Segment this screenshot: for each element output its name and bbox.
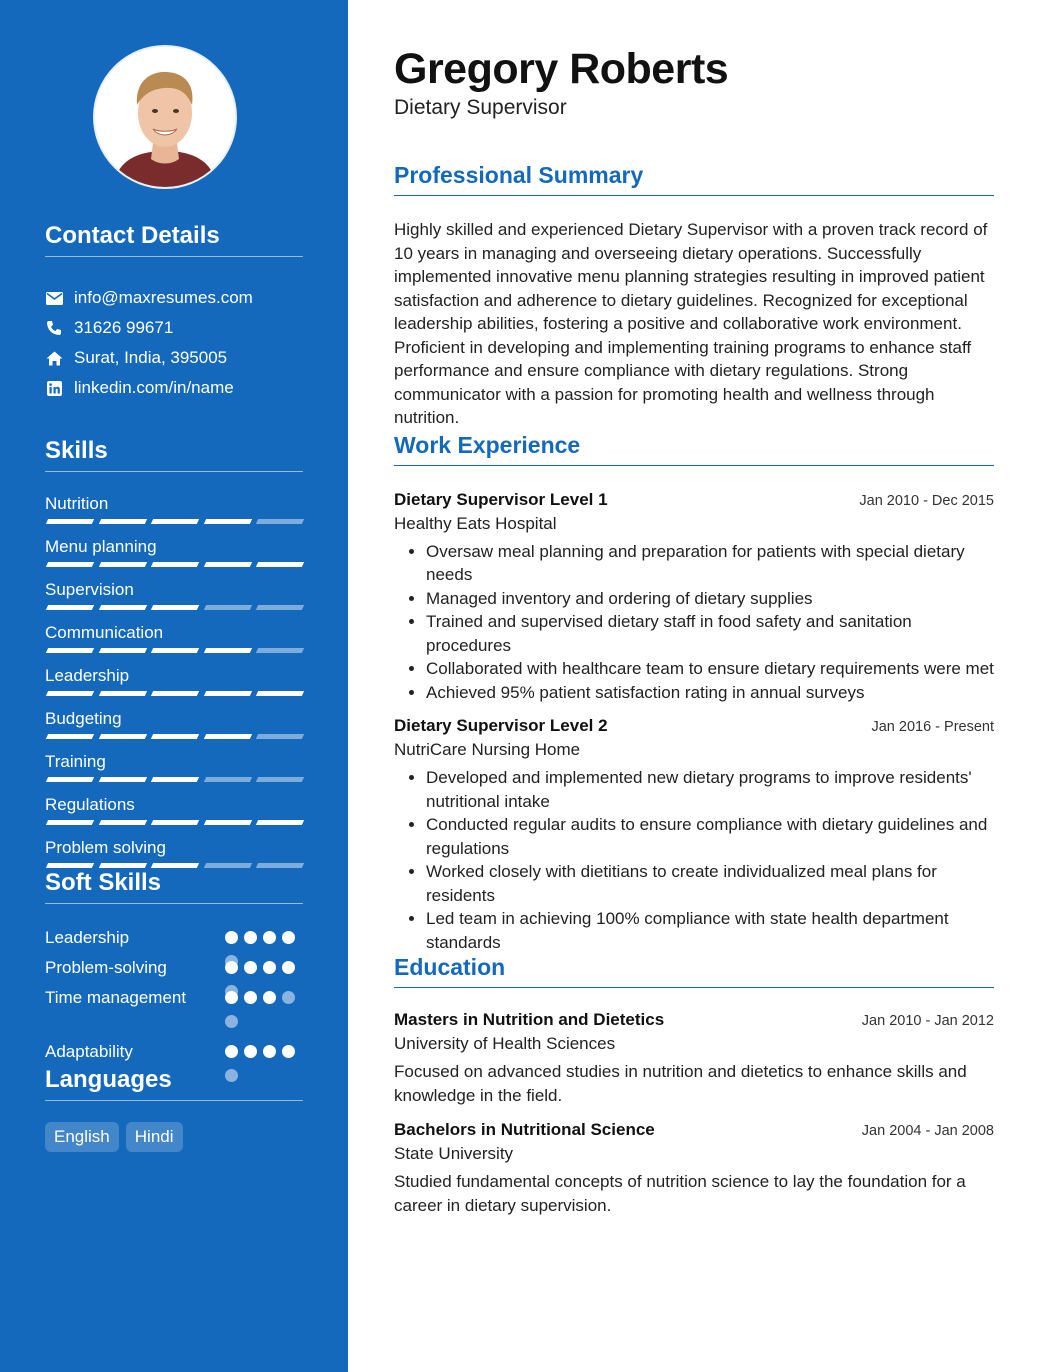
job-title: Dietary Supervisor Level 1 (394, 489, 608, 509)
skill-level-segment (98, 648, 146, 653)
skill-level-segment (256, 519, 304, 524)
skill-level-bar (45, 562, 303, 567)
rating-dot (244, 991, 257, 1004)
job-header (394, 716, 994, 736)
skill-name: Supervision (45, 580, 134, 599)
job-bullet: • Oversaw meal planning and preparation for patients with special dietary needs (426, 540, 994, 587)
soft-skill-item (45, 986, 303, 1040)
skill-level-segment (256, 863, 304, 868)
rating-dot (244, 961, 257, 974)
job-bullet: • Led team in achieving 100% compliance with state health department standards (426, 907, 994, 954)
contact-linkedin-text: linkedin.com/in/name (74, 378, 234, 397)
education-date: Jan 2010 - Jan 2012 (861, 1013, 994, 1029)
sidebar (0, 0, 348, 1372)
rating-dot (225, 1045, 238, 1058)
skill-name: Training (45, 752, 106, 771)
skill-name: Budgeting (45, 709, 122, 728)
job-date: Jan 2010 - Dec 2015 (859, 492, 994, 509)
contact-list (45, 283, 303, 403)
education-degree: Bachelors in Nutritional Science (394, 1120, 655, 1139)
job-bullet: • Collaborated with healthcare team to ensure dietary requirements were met (426, 657, 994, 681)
rating-dot (282, 961, 295, 974)
skill-level-segment (98, 820, 146, 825)
skill-level-segment (46, 648, 94, 653)
skill-level-bar (45, 734, 303, 739)
rating-dot (263, 991, 276, 1004)
skill-level-segment (46, 734, 94, 739)
soft-skill-item (45, 956, 303, 986)
languages-heading: Languages (45, 1066, 303, 1101)
skill-level-segment (151, 519, 199, 524)
skill-name: Problem solving (45, 838, 166, 857)
skill-level-bar (45, 605, 303, 610)
education-school: University of Health Sciences (394, 1034, 616, 1053)
skill-level-segment (204, 648, 252, 653)
main-content (348, 0, 1040, 1372)
rating-dot (282, 931, 295, 944)
skill-level-segment (204, 691, 252, 696)
education-header (394, 1010, 994, 1030)
skill-item (45, 580, 303, 623)
rating-dot (244, 931, 257, 944)
profile-photo (95, 47, 235, 187)
soft-skills-heading: Soft Skills (45, 869, 303, 904)
languages-list (45, 1122, 303, 1152)
skill-level-bar (45, 777, 303, 782)
skill-level-segment (256, 648, 304, 653)
summary-heading: Professional Summary (394, 162, 994, 196)
soft-skill-name: Time management (45, 988, 187, 1007)
rating-dot (282, 991, 295, 1004)
skill-level-segment (204, 734, 252, 739)
education-description: Focused on advanced studies in nutrition and dietetics to enhance skills and knowledge in the field. (394, 1062, 967, 1105)
job-bullet: • Achieved 95% patient satisfaction rating in annual surveys (426, 681, 994, 705)
education-list (394, 1010, 994, 1218)
rating-dot (225, 991, 238, 1004)
skill-item (45, 709, 303, 752)
skill-item (45, 752, 303, 795)
soft-skill-name: Leadership (45, 928, 130, 947)
language-pill: English (45, 1122, 119, 1152)
skill-level-segment (98, 777, 146, 782)
job-company: Healthy Eats Hospital (394, 513, 557, 533)
skill-item (45, 666, 303, 709)
skill-name: Nutrition (45, 494, 109, 513)
skill-level-segment (151, 648, 199, 653)
soft-skill-rating (225, 986, 303, 1016)
education-description: Studied fundamental concepts of nutrition science to lay the foundation for a career in dietary supervision. (394, 1172, 966, 1215)
skill-level-segment (98, 605, 146, 610)
candidate-name: Gregory Roberts (394, 45, 729, 93)
skill-level-segment (46, 777, 94, 782)
education-degree: Masters in Nutrition and Dietetics (394, 1010, 665, 1029)
skill-level-bar (45, 820, 303, 825)
contact-linkedin[interactable] (45, 373, 303, 403)
rating-dot (263, 931, 276, 944)
skills-list (45, 494, 303, 881)
work-heading: Work Experience (394, 432, 994, 466)
job-bullet: • Conducted regular audits to ensure compliance with dietary guidelines and regulations (426, 813, 994, 860)
skill-level-segment (151, 562, 199, 567)
rating-dot (225, 1069, 238, 1082)
language-pill: Hindi (126, 1122, 183, 1152)
job-entry (394, 716, 994, 954)
skill-level-segment (204, 605, 252, 610)
skill-level-segment (46, 605, 94, 610)
soft-skills-list (45, 926, 303, 1070)
skill-level-segment (98, 519, 146, 524)
skill-level-segment (151, 605, 199, 610)
skill-level-segment (151, 863, 199, 868)
soft-skill-item (45, 926, 303, 956)
skill-level-segment (46, 562, 94, 567)
skill-name: Leadership (45, 666, 130, 685)
education-date: Jan 2004 - Jan 2008 (861, 1123, 994, 1139)
skill-level-segment (256, 777, 304, 782)
skill-name: Menu planning (45, 537, 157, 556)
skill-level-segment (204, 863, 252, 868)
contact-phone-text: 31626 99671 (74, 318, 174, 337)
skill-level-segment (204, 519, 252, 524)
skill-level-segment (98, 863, 146, 868)
skill-level-segment (46, 691, 94, 696)
skill-level-segment (256, 605, 304, 610)
job-bullets (394, 766, 994, 954)
job-company: NutriCare Nursing Home (394, 740, 581, 759)
rating-dot (225, 931, 238, 944)
job-bullets (394, 540, 994, 705)
soft-skill-rating (225, 1040, 303, 1070)
skill-level-segment (256, 691, 304, 696)
education-entry (394, 1120, 994, 1218)
skill-name: Communication (45, 623, 164, 642)
avatar (93, 45, 237, 189)
job-entry (394, 490, 994, 705)
education-heading: Education (394, 954, 994, 988)
skill-level-segment (151, 734, 199, 739)
job-date: Jan 2016 - Present (871, 719, 994, 735)
skill-level-segment (204, 820, 252, 825)
skill-level-segment (46, 519, 94, 524)
job-bullet: • Managed inventory and ordering of dietary supplies (426, 587, 994, 611)
rating-dot (225, 961, 238, 974)
skill-level-segment (256, 820, 304, 825)
skill-level-segment (151, 691, 199, 696)
job-bullet: • Trained and supervised dietary staff in food safety and sanitation procedures (426, 610, 994, 657)
job-title: Dietary Supervisor Level 2 (394, 716, 608, 735)
skill-level-segment (204, 777, 252, 782)
contact-phone[interactable] (45, 313, 303, 343)
skill-item (45, 537, 303, 580)
skill-name: Regulations (45, 795, 135, 814)
skill-level-segment (98, 734, 146, 739)
phone-icon (45, 319, 63, 337)
skill-level-segment (46, 863, 94, 868)
skill-level-segment (46, 820, 94, 825)
education-header (394, 1120, 994, 1140)
skill-level-bar (45, 519, 303, 524)
skill-item (45, 623, 303, 666)
education-school: State University (394, 1144, 514, 1163)
rating-dot (244, 1045, 257, 1058)
summary-text: Highly skilled and experienced Dietary Supervisor with a proven track record of 10 years in managing and overseeing dietary operations. Successfully implemented innovative menu planning strategies resulting in improved patient satisfaction and adherence to dietary guidelines. Recognized for exceptional leadership abilities, fostering a positive and collaborative work environment. Proficient in developing and implementing training programs to enhance staff performance and ensure compliance with dietary regulations. Strong communicator with a passion for promoting health and wellness through nutrition. (394, 220, 988, 427)
contact-address (45, 343, 303, 373)
skill-level-segment (204, 562, 252, 567)
candidate-role: Dietary Supervisor (394, 96, 567, 119)
skill-level-bar (45, 648, 303, 653)
skill-level-segment (98, 691, 146, 696)
skill-level-segment (98, 562, 146, 567)
skill-level-segment (256, 734, 304, 739)
job-bullet: • Worked closely with dietitians to create individualized meal plans for residents (426, 860, 994, 907)
rating-dot (263, 961, 276, 974)
skill-level-segment (151, 777, 199, 782)
contact-heading: Contact Details (45, 222, 303, 257)
skill-level-segment (256, 562, 304, 567)
soft-skill-rating (225, 956, 303, 986)
job-header (394, 490, 994, 510)
contact-email-text: info@maxresumes.com (74, 288, 253, 307)
linkedin-icon (45, 379, 63, 397)
skill-item (45, 494, 303, 537)
skill-level-bar (45, 863, 303, 868)
skill-item (45, 795, 303, 838)
skills-heading: Skills (45, 437, 303, 472)
soft-skill-name: Adaptability (45, 1042, 133, 1061)
soft-skill-rating (225, 926, 303, 956)
job-bullet: • Developed and implemented new dietary programs to improve residents' nutritional intake (426, 766, 994, 813)
home-icon (45, 349, 63, 367)
education-entry (394, 1010, 994, 1108)
soft-skill-name: Problem-solving (45, 958, 167, 977)
rating-dot (282, 1045, 295, 1058)
mail-icon (45, 289, 63, 307)
rating-dot (225, 1015, 238, 1028)
skill-level-bar (45, 691, 303, 696)
rating-dot (263, 1045, 276, 1058)
skill-level-segment (151, 820, 199, 825)
contact-email[interactable] (45, 283, 303, 313)
work-list (394, 490, 994, 955)
contact-address-text: Surat, India, 395005 (74, 348, 228, 367)
